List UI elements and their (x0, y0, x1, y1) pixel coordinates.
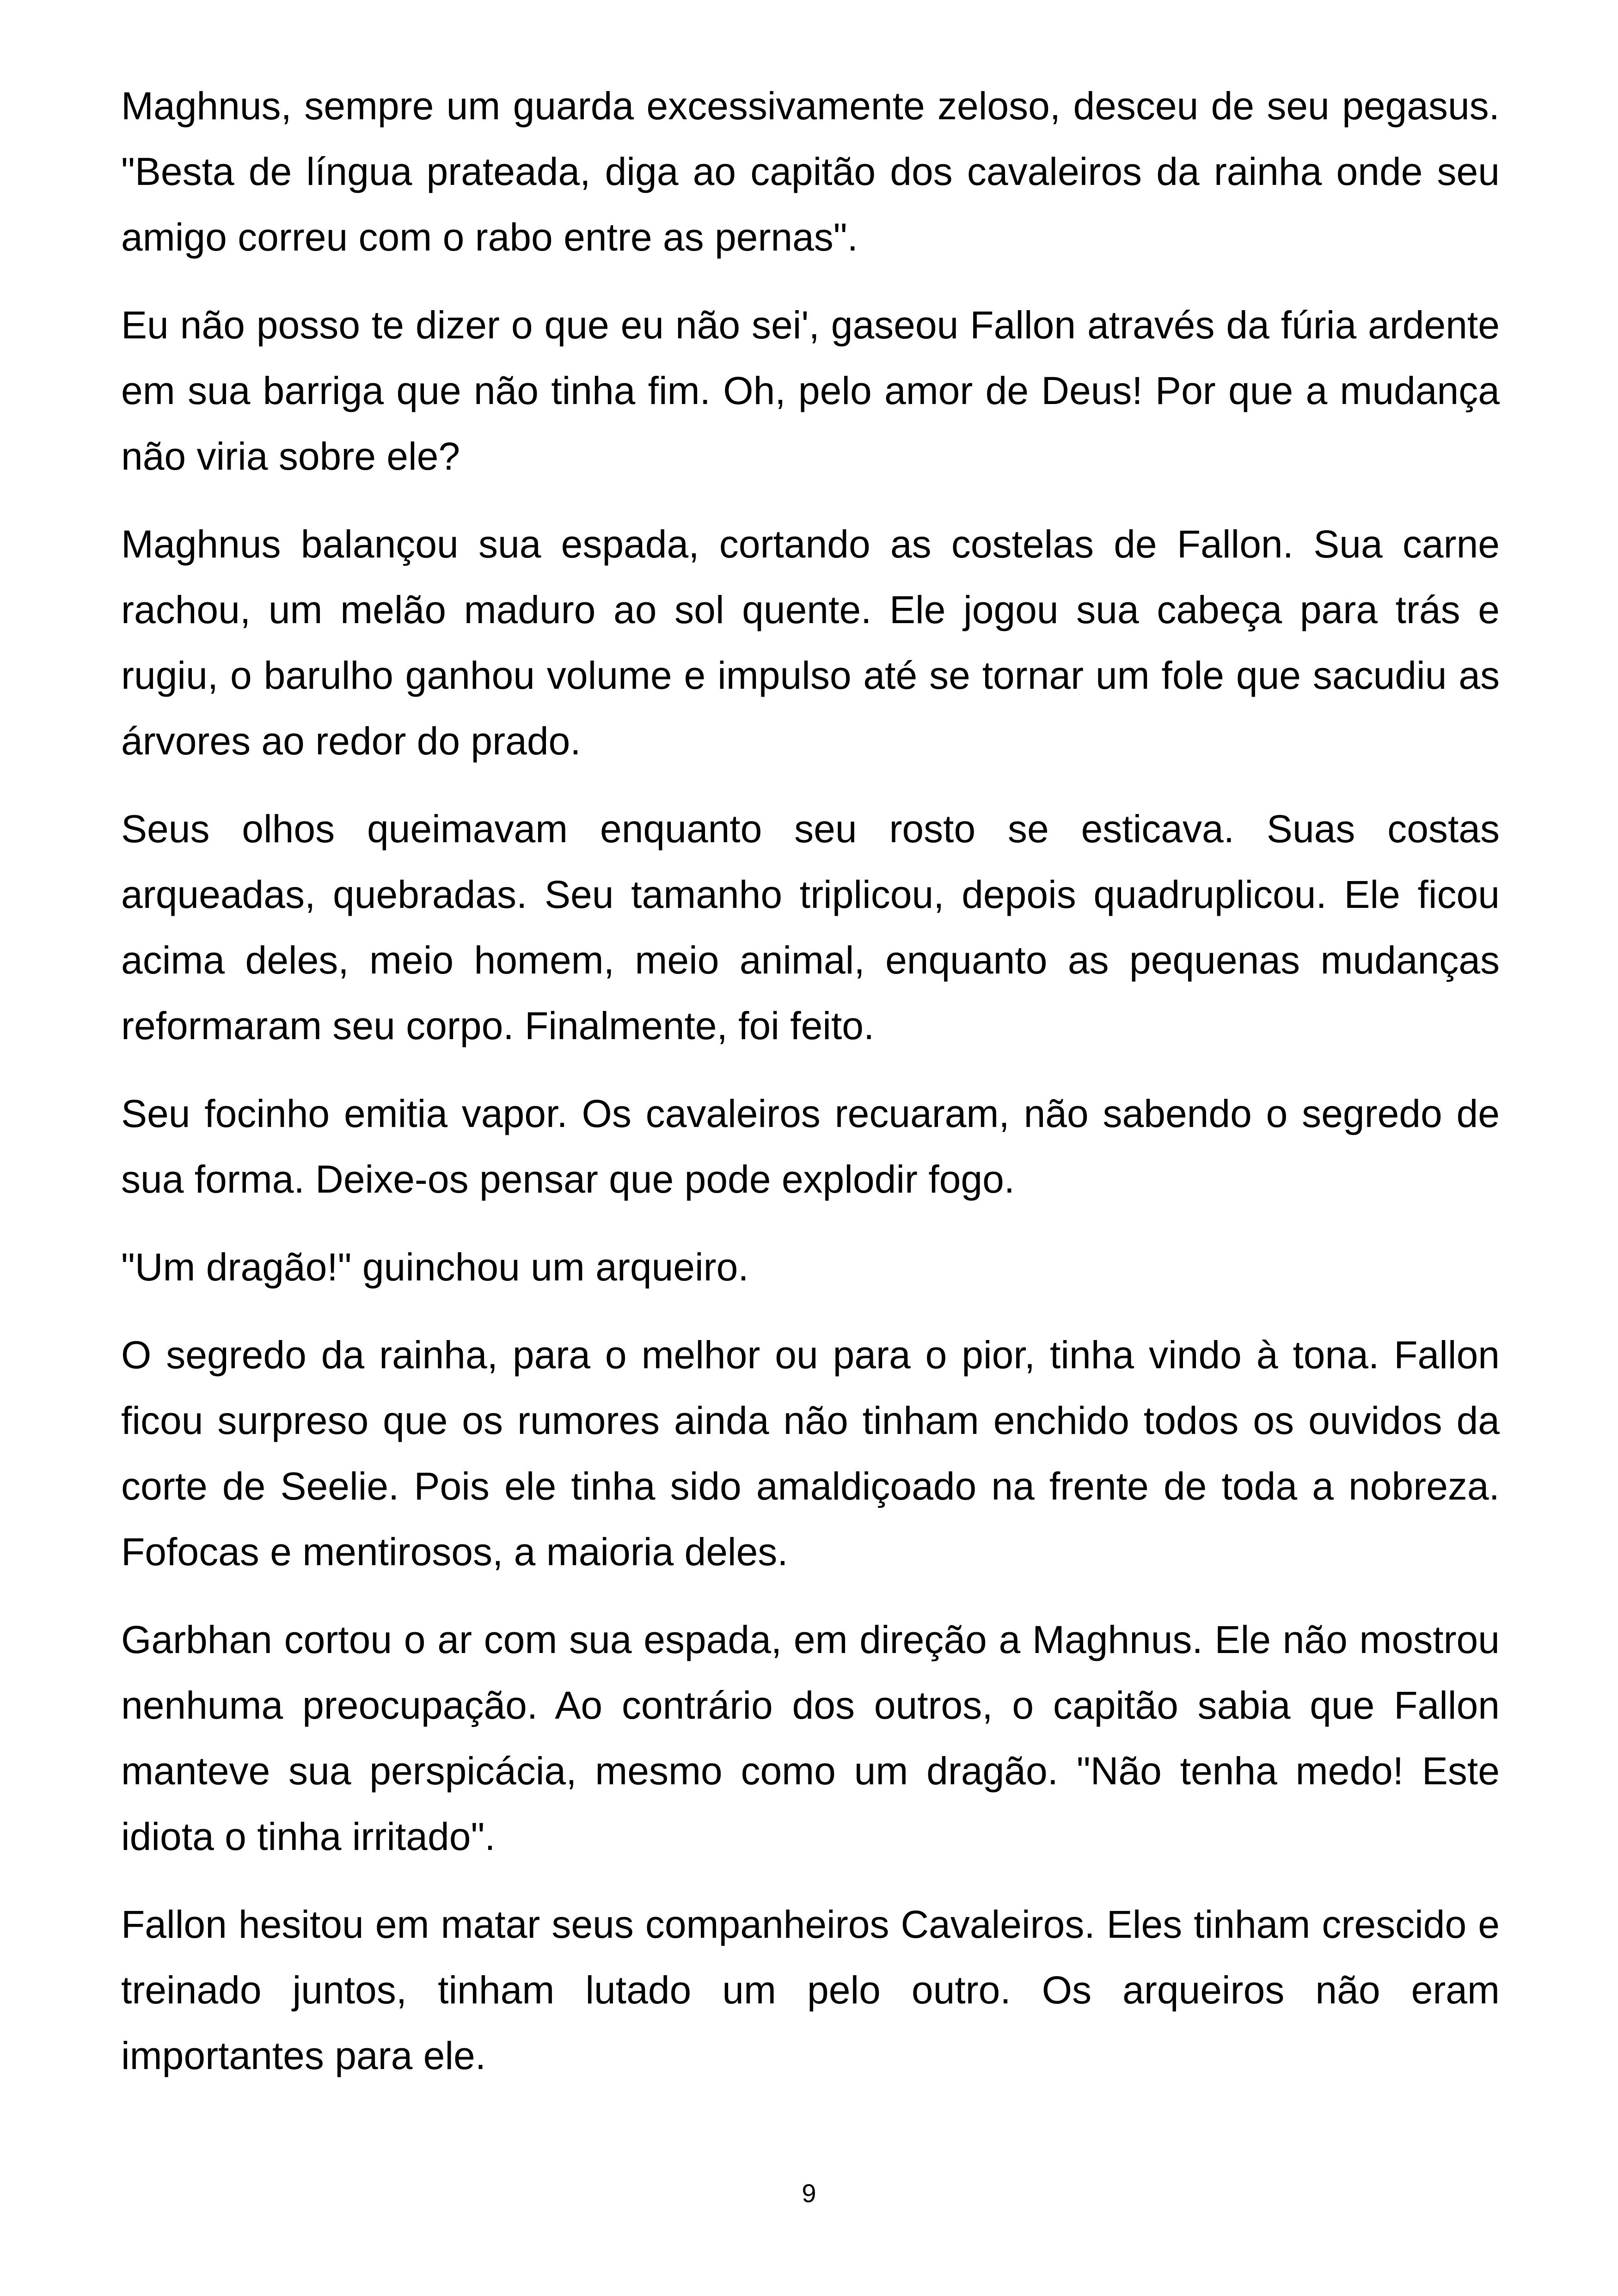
paragraph: Eu não posso te dizer o que eu não sei', gaseou Fallon através da fúria ardente em sua barriga que não tinha fim. Oh, pelo amor de Deus! Por que a mudança não viria sobre ele? (121, 303, 1500, 478)
paragraph: Maghnus, sempre um guarda excessivamente zeloso, desceu de seu pegasus. "Besta de língua prateada, diga ao capitão dos cavaleiros da rainha onde seu amigo correu com o rabo entre as pernas". (121, 84, 1500, 259)
body-text (121, 73, 1500, 2111)
paragraph: Garbhan cortou o ar com sua espada, em direção a Maghnus. Ele não mostrou nenhuma preocupação. Ao contrário dos outros, o capitão sabia que Fallon manteve sua perspicácia, mesmo como um dragão. "Não tenha medo! Este idiota o tinha irritado". (121, 1618, 1500, 1858)
page-number: 9 (802, 2179, 816, 2208)
paragraph: Seu focinho emitia vapor. Os cavaleiros recuaram, não sabendo o segredo de sua forma. Deixe-os pensar que pode explodir fogo. (121, 1092, 1500, 1201)
paragraph: Fallon hesitou em matar seus companheiros Cavaleiros. Eles tinham crescido e treinado juntos, tinham lutado um pelo outro. Os arqueiros não eram importantes para ele. (121, 1903, 1500, 2077)
paragraph: "Um dragão!" guinchou um arqueiro. (121, 1245, 749, 1289)
paragraph: Maghnus balançou sua espada, cortando as costelas de Fallon. Sua carne rachou, um melão maduro ao sol quente. Ele jogou sua cabeça para trás e rugiu, o barulho ganhou volume e impulso até se tornar um fole que sacudiu as árvores ao redor do prado. (121, 522, 1500, 763)
paragraph: O segredo da rainha, para o melhor ou para o pior, tinha vindo à tona. Fallon ficou surpreso que os rumores ainda não tinham enchido todos os ouvidos da corte de Seelie. Pois ele tinha sido amaldiçoado na frente de toda a nobreza. Fofocas e mentirosos, a maioria deles. (121, 1333, 1500, 1574)
paragraph: Seus olhos queimavam enquanto seu rosto se esticava. Suas costas arqueadas, quebradas. Seu tamanho triplicou, depois quadruplicou. Ele ficou acima deles, meio homem, meio animal, enquanto as pequenas mudanças reformaram seu corpo. Finalmente, foi feito. (121, 807, 1500, 1047)
